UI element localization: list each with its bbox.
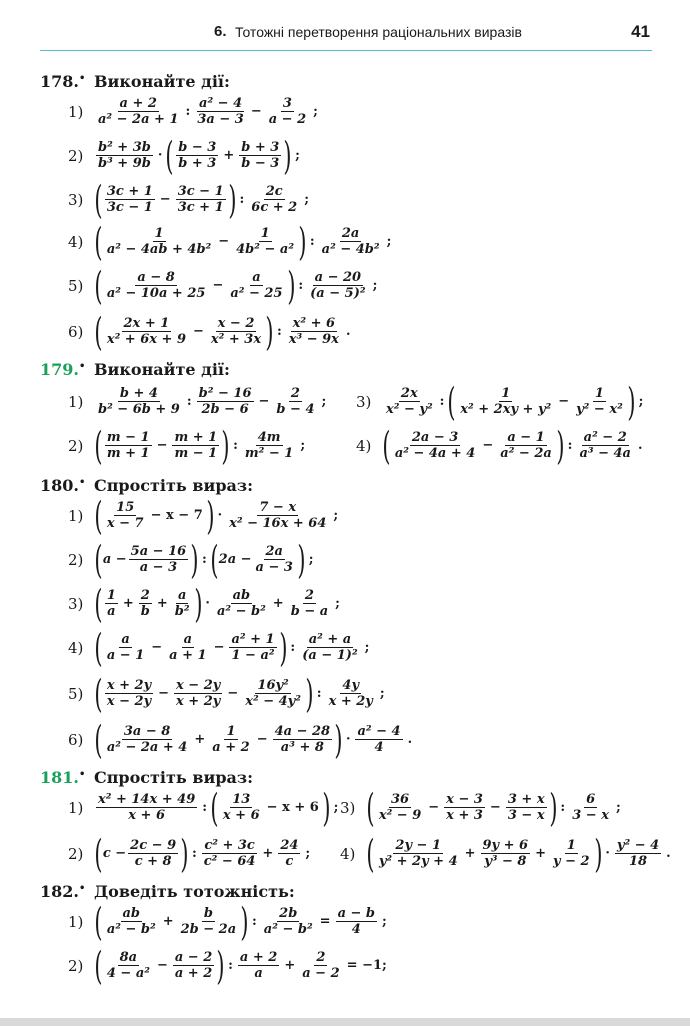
fraction: $\frac{15}{x - 7}$ — [106, 500, 144, 531]
fraction: $\frac{a + 2}{\text{a² − 2a + 1}}$ — [98, 96, 179, 127]
fraction: $\frac{4y}{x + 2y}$ — [328, 678, 373, 709]
fraction: $\frac{7 - x}{\text{x² − 16x + 64}}$ — [229, 500, 327, 531]
fraction: $\frac{1}{\text{4b² − a²}}$ — [236, 226, 295, 257]
fraction: $\frac{\text{a² − 2}}{\text{a³ − 4a}}$ — [579, 430, 631, 461]
exercise-180-2: 2) ( a − $\frac{5a - 16}{a - 3}$ ) : ( 2a − $\frac{2a}{a - 3}$ ) ; — [68, 537, 314, 582]
chapter-title: Тотожні перетворення раціональних виразів — [235, 24, 522, 40]
difficulty-mark: • — [78, 769, 86, 780]
problem-178-heading — [40, 72, 230, 91]
item-label: 2) — [68, 436, 84, 455]
fraction: $\frac{a}{a + 1}$ — [169, 632, 207, 663]
fraction: $\frac{b}{2b - 2a}$ — [180, 906, 237, 937]
page-bottom-edge — [0, 1018, 690, 1026]
problem-number: 181. — [40, 768, 79, 787]
item-label: 4) — [68, 638, 84, 657]
page-header — [40, 22, 652, 52]
difficulty-mark: • — [78, 361, 86, 372]
exercise-178-3: 3) ( $\frac{3c + 1}{3c - 1}$ − $\frac{3c - 1}{3c + 1}$ ) : $\frac{2c}{6c + 2}$ ; — [68, 177, 310, 222]
fraction: $\frac{\text{x² + 14x + 49}}{x + 6}$ — [98, 792, 196, 823]
fraction: $\frac{2a}{\text{a² − 4b²}}$ — [321, 226, 380, 257]
chapter-number: 6. — [214, 23, 227, 40]
item-label: 2) — [68, 146, 84, 165]
fraction: $\frac{a - 20}{\text{(a − 5)²}}$ — [310, 270, 366, 301]
fraction: $\frac{x + 2y}{x - 2y}$ — [106, 678, 152, 709]
problem-title: Спростіть вираз: — [93, 476, 253, 495]
fraction: $\frac{1}{a}$ — [106, 588, 116, 619]
item-label: 4) — [68, 232, 84, 251]
exercise-181-1: 1) $\frac{\text{x² + 14x + 49}}{x + 6}$ : ( $\frac{13}{x + 6}$ − x + 6 ) ; — [68, 785, 339, 830]
exercise-178-6: 6) ( $\frac{2x + 1}{\text{x² + 6x + 9}}$ − $\frac{x - 2}{\text{x² + 3x}}$ ) : $\frac{\text{x² + 6}}{\text{x³ − 9x}}$ . — [68, 309, 351, 354]
fraction: $\frac{2}{a - 2}$ — [302, 950, 340, 981]
item-label: 1) — [68, 102, 84, 121]
fraction: $\frac{6}{3 - x}$ — [572, 792, 609, 823]
exercise-180-4: 4) ( $\frac{a}{a - 1}$ − $\frac{a}{a + 1}$ − $\frac{\text{a² + 1}}{\text{1 − a²}}$ ) : $\frac{\text{a² + a}}{\text{(a − 1)²}}$ ; — [68, 625, 370, 670]
fraction: $\frac{a}{\text{b²}}$ — [174, 588, 190, 619]
item-label: 3) — [340, 798, 356, 817]
fraction: $\frac{a - b}{4}$ — [337, 906, 376, 937]
fraction: $\frac{3 + x}{3 - x}$ — [507, 792, 545, 823]
page-number: 41 — [631, 22, 650, 41]
fraction: $\frac{2c - 9}{c + 8}$ — [130, 838, 177, 869]
fraction: $\frac{ab}{\text{a² − b²}}$ — [106, 906, 156, 937]
item-label: 2) — [68, 844, 84, 863]
item-label: 6) — [68, 730, 84, 749]
problem-180-heading — [40, 476, 253, 495]
fraction: $\frac{b - 3}{b + 3}$ — [178, 140, 217, 171]
problem-title: Спростіть вираз: — [93, 768, 253, 787]
problem-182-heading — [40, 882, 295, 901]
header-divider — [40, 50, 652, 51]
fraction: $\frac{2b}{\text{a² − b²}}$ — [263, 906, 313, 937]
fraction: $\frac{\text{a² − 4}}{3a - 3}$ — [197, 96, 244, 127]
exercise-181-3: 3) ( $\frac{36}{\text{x² − 9}}$ − $\frac{x - 3}{x + 3}$ − $\frac{3 + x}{3 - x}$ ) : $\frac{6}{3 - x}$ ; — [340, 785, 621, 830]
fraction: $\frac{9y + 6}{\text{y³ − 8}}$ — [482, 838, 529, 869]
item-label: 1) — [68, 798, 84, 817]
fraction: $\frac{ab}{\text{a² − b²}}$ — [216, 588, 266, 619]
exercise-180-3: 3) ( $\frac{1}{a}$ + $\frac{2}{b}$ + $\frac{a}{\text{b²}}$ ) · $\frac{ab}{\text{a² − b²}}$ + $\frac{2}{b - a}$ ; — [68, 581, 340, 626]
fraction: $\frac{b + 3}{b - 3}$ — [241, 140, 280, 171]
item-label: 3) — [356, 392, 372, 411]
fraction: $\frac{3}{a - 2}$ — [268, 96, 307, 127]
fraction: $\frac{x - 3}{x + 3}$ — [446, 792, 483, 823]
exercise-178-2: 2) $\frac{\text{b² + 3b}}{\text{b³ + 9b}}$ · ( $\frac{b - 3}{b + 3}$ + $\frac{b + 3}{b - 3}$ ) ; — [68, 133, 300, 178]
fraction: $\frac{4m}{\text{m² − 1}}$ — [244, 430, 294, 461]
item-label: 6) — [68, 322, 84, 341]
exercise-181-4: 4) ( $\frac{2y - 1}{\text{y² + 2y + 4}}$ + $\frac{9y + 6}{\text{y³ − 8}}$ + $\frac{1}{y - 2}$ ) · $\frac{\text{y² − 4}}{18}$ . — [340, 831, 671, 876]
fraction: $\frac{a + 2}{a}$ — [239, 950, 278, 981]
problem-title: Доведіть тотожність: — [93, 882, 295, 901]
item-label: 1) — [68, 506, 84, 525]
problem-number: 182. — [40, 882, 79, 901]
fraction: $\frac{x - 2}{\text{x² + 3x}}$ — [210, 316, 262, 347]
exercise-179-4: 4) ( $\frac{2a - 3}{\text{a² − 4a + 4}}$ − $\frac{a - 1}{\text{a² − 2a}}$ ) : $\frac{\text{a² − 2}}{\text{a³ − 4a}}$ . — [356, 423, 643, 468]
fraction: $\frac{3a - 8}{\text{a² − 2a + 4}}$ — [106, 724, 188, 755]
fraction: $\frac{2a - 3}{\text{a² − 4a + 4}}$ — [394, 430, 476, 461]
fraction: $\frac{3c - 1}{3c + 1}$ — [177, 184, 224, 215]
exercise-180-6: 6) ( $\frac{3a - 8}{\text{a² − 2a + 4}}$ + $\frac{1}{a + 2}$ − $\frac{4a - 28}{\text{a³ + 8}}$ ) · $\frac{\text{a² − 4}}{4}$ . — [68, 717, 413, 762]
exercise-179-2: 2) ( $\frac{m - 1}{m + 1}$ − $\frac{m + 1}{m - 1}$ ) : $\frac{4m}{\text{m² − 1}}$ ; — [68, 423, 306, 468]
fraction: $\frac{\text{a² − 4}}{4}$ — [357, 724, 401, 755]
problem-title: Виконайте дії: — [93, 72, 230, 91]
fraction: $\frac{1}{y - 2}$ — [553, 838, 590, 869]
difficulty-mark: • — [78, 883, 86, 894]
fraction: $\frac{2x + 1}{\text{x² + 6x + 9}}$ — [106, 316, 187, 347]
fraction: $\frac{2x}{\text{x² − y²}}$ — [386, 386, 433, 417]
fraction: $\frac{\text{b² + 3b}}{\text{b³ + 9b}}$ — [98, 140, 151, 171]
problem-number: 178. — [40, 72, 79, 91]
fraction: $\frac{36}{\text{x² − 9}}$ — [378, 792, 422, 823]
fraction: $\frac{\text{a² + 1}}{\text{1 − a²}}$ — [231, 632, 275, 663]
fraction: $\frac{2}{b - a}$ — [290, 588, 329, 619]
fraction: $\frac{24}{c}$ — [280, 838, 299, 869]
fraction: $\frac{2}{b}$ — [140, 588, 150, 619]
item-label: 2) — [68, 956, 84, 975]
item-label: 5) — [68, 276, 84, 295]
item-label: 4) — [340, 844, 356, 863]
exercise-180-5: 5) ( $\frac{x + 2y}{x - 2y}$ − $\frac{x - 2y}{x + 2y}$ − $\frac{\text{16y²}}{\text{x² − 4y²}}$ ) : $\frac{4y}{x + 2y}$ ; — [68, 671, 385, 716]
problem-number: 180. — [40, 476, 79, 495]
item-label: 5) — [68, 684, 84, 703]
fraction: $\frac{1}{\text{y² − x²}}$ — [576, 386, 623, 417]
exercise-180-1: 1) ( $\frac{15}{x - 7}$ − x − 7 ) · $\frac{7 - x}{\text{x² − 16x + 64}}$ ; — [68, 493, 339, 538]
fraction: $\frac{\text{x² + 6}}{\text{x³ − 9x}}$ — [288, 316, 339, 347]
item-label: 2) — [68, 550, 84, 569]
item-label: 1) — [68, 392, 84, 411]
problem-number: 179. — [40, 360, 79, 379]
exercise-178-1: 1) $\frac{a + 2}{\text{a² − 2a + 1}}$ : $\frac{\text{a² − 4}}{3a - 3}$ − $\frac{3}{a - 2}$ ; — [68, 96, 318, 127]
fraction: $\frac{a - 2}{a + 2}$ — [174, 950, 213, 981]
fraction: $\frac{a}{\text{a² − 25}}$ — [230, 270, 283, 301]
difficulty-mark: • — [78, 477, 86, 488]
item-label: 1) — [68, 912, 84, 931]
fraction: $\frac{m - 1}{m + 1}$ — [106, 430, 150, 461]
item-label: 4) — [356, 436, 372, 455]
exercise-181-2: 2) ( c − $\frac{2c - 9}{c + 8}$ ) : $\frac{\text{c² + 3c}}{\text{c² − 64}}$ + $\frac{24}{c}$ ; — [68, 831, 311, 876]
fraction: $\frac{m + 1}{m - 1}$ — [174, 430, 218, 461]
exercise-178-4: 4) ( $\frac{1}{\text{a² − 4ab + 4b²}}$ − $\frac{1}{\text{4b² − a²}}$ ) : $\frac{2a}{\text{a² − 4b²}}$ ; — [68, 219, 392, 264]
fraction: $\frac{\text{c² + 3c}}{\text{c² − 64}}$ — [203, 838, 256, 869]
problem-179-heading — [40, 360, 230, 379]
fraction: $\frac{2c}{6c + 2}$ — [251, 184, 298, 215]
fraction: $\frac{x - 2y}{x + 2y}$ — [176, 678, 221, 709]
fraction: $\frac{a - 1}{\text{a² − 2a}}$ — [500, 430, 552, 461]
exercise-179-3: 3) $\frac{2x}{\text{x² − y²}}$ : ( $\frac{1}{\text{x² + 2xy + y²}}$ − $\frac{1}{\text{y² − x²}}$ ) ; — [356, 379, 644, 424]
fraction: $\frac{1}{\text{a² − 4ab + 4b²}}$ — [106, 226, 212, 257]
fraction: $\frac{5a - 16}{a - 3}$ — [130, 544, 187, 575]
fraction: $\frac{2}{b - 4}$ — [276, 386, 315, 417]
fraction: $\frac{1}{a + 2}$ — [212, 724, 250, 755]
fraction: $\frac{13}{x + 6}$ — [222, 792, 260, 823]
fraction: $\frac{\text{16y²}}{\text{x² − 4y²}}$ — [245, 678, 301, 709]
item-label: 3) — [68, 594, 84, 613]
exercise-182-2: 2) ( $\frac{8a}{\text{4 − a²}}$ − $\frac{a - 2}{a + 2}$ ) : $\frac{a + 2}{a}$ + $\frac{2}{a - 2}$ = −1; — [68, 943, 387, 988]
exercise-182-1: 1) ( $\frac{ab}{\text{a² − b²}}$ + $\frac{b}{2b - 2a}$ ) : $\frac{2b}{\text{a² − b²}}$ = $\frac{a - b}{4}$ ; — [68, 899, 387, 944]
exercise-178-5: 5) ( $\frac{a - 8}{\text{a² − 10a + 25}}$ − $\frac{a}{\text{a² − 25}}$ ) : $\frac{a - 20}{\text{(a − 5)²}}$ ; — [68, 263, 378, 308]
problem-181-heading — [40, 768, 253, 787]
fraction: $\frac{\text{y² − 4}}{18}$ — [616, 838, 660, 869]
fraction: $\frac{a}{a - 1}$ — [106, 632, 145, 663]
fraction: $\frac{8a}{\text{4 − a²}}$ — [106, 950, 150, 981]
fraction: $\frac{3c + 1}{3c - 1}$ — [106, 184, 153, 215]
problem-title: Виконайте дії: — [93, 360, 230, 379]
fraction: $\frac{a - 8}{\text{a² − 10a + 25}}$ — [106, 270, 206, 301]
fraction: $\frac{4a - 28}{\text{a³ + 8}}$ — [274, 724, 331, 755]
fraction: $\frac{1}{\text{x² + 2xy + y²}}$ — [460, 386, 552, 417]
fraction: $\frac{2a}{a - 3}$ — [255, 544, 293, 575]
difficulty-mark: • — [78, 73, 86, 84]
fraction: $\frac{\text{b² − 16}}{2b - 6}$ — [198, 386, 252, 417]
item-label: 3) — [68, 190, 84, 209]
exercise-179-1: 1) $\frac{b + 4}{\text{b² − 6b + 9}}$ : $\frac{\text{b² − 16}}{2b - 6}$ − $\frac{2}{b - 4}$ ; — [68, 386, 327, 417]
fraction: $\frac{\text{a² + a}}{\text{(a − 1)²}}$ — [302, 632, 358, 663]
fraction: $\frac{b + 4}{\text{b² − 6b + 9}}$ — [98, 386, 180, 417]
fraction: $\frac{2y - 1}{\text{y² + 2y + 4}}$ — [378, 838, 458, 869]
